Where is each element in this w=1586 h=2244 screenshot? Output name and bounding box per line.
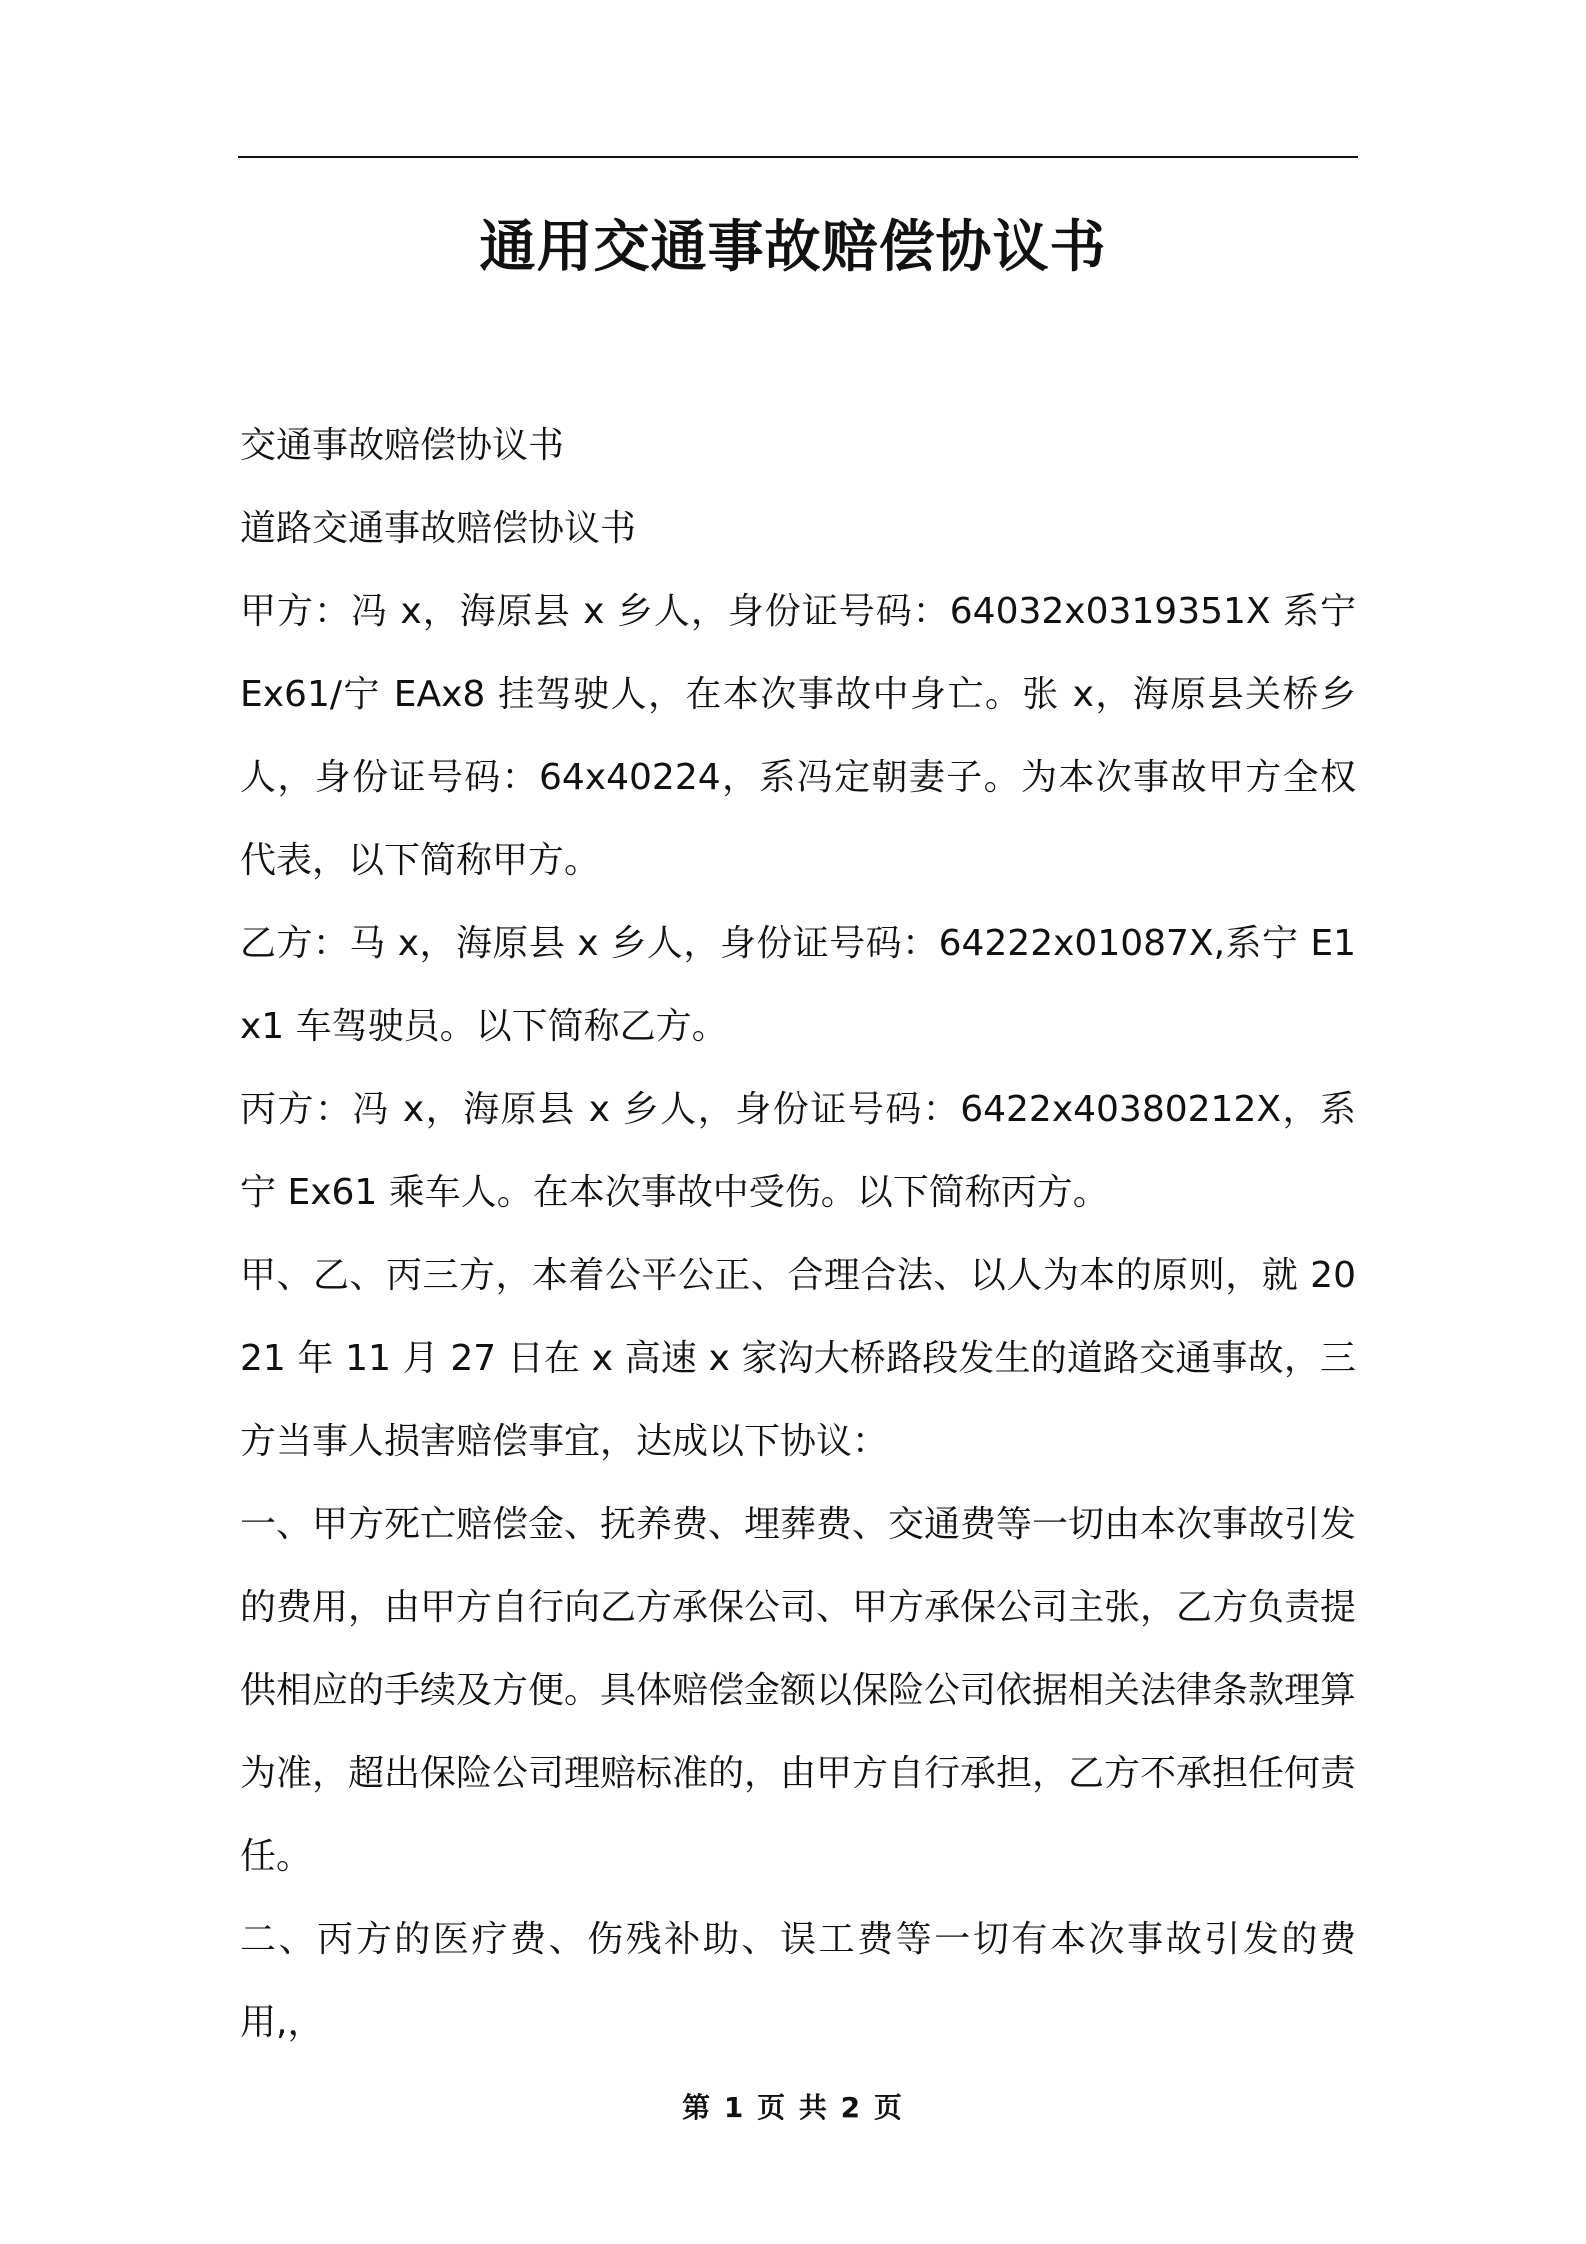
- paragraph-party-a: 甲方：冯 x，海原县 x 乡人，身份证号码：64032x0319351X 系宁 Ex61/宁 EAx8 挂驾驶人，在本次事故中身亡。张 x，海原县关桥乡人，身份证号码：64x40224，系冯定朝妻子。为本次事故甲方全权代表，以下简称甲方。: [240, 591, 1356, 881]
- paragraph-subtitle: 交通事故赔偿协议书: [240, 425, 565, 466]
- paragraph-clause-1: 一、甲方死亡赔偿金、抚养费、埋葬费、交通费等一切由本次事故引发的费用，由甲方自行向乙方承保公司、甲方承保公司主张，乙方负责提供相应的手续及方便。具体赔偿金额以保险公司依据相关法律条款理算为准，超出保险公司理赔标准的，由甲方自行承担，乙方不承担任何责任。: [240, 1504, 1357, 1877]
- paragraph-agreement-name: 道路交通事故赔偿协议书: [240, 508, 637, 549]
- paragraph-preamble: 甲、乙、丙三方，本着公平公正、合理合法、以人为本的原则，就 2021 年 11 月 27 日在 x 高速 x 家沟大桥路段发生的道路交通事故，三方当事人损害赔偿事宜，达成以下协议：: [240, 1255, 1356, 1462]
- document-body: [240, 404, 1356, 2064]
- page-number: 第 1 页 共 2 页: [682, 2091, 904, 2124]
- paragraph-party-c: 丙方：冯 x，海原县 x 乡人，身份证号码：6422x40380212X，系宁 Ex61 乘车人。在本次事故中受伤。以下简称丙方。: [240, 1089, 1356, 1213]
- header-rule: [238, 156, 1358, 158]
- paragraph-clause-2: 二、丙方的医疗费、伤残补助、误工费等一切有本次事故引发的费用,，: [240, 1919, 1356, 2043]
- paragraph-party-b: 乙方：马 x，海原县 x 乡人，身份证号码：64222x01087X,系宁 E1x1 车驾驶员。以下简称乙方。: [240, 923, 1356, 1047]
- document-title: 通用交通事故赔偿协议书: [479, 215, 1107, 280]
